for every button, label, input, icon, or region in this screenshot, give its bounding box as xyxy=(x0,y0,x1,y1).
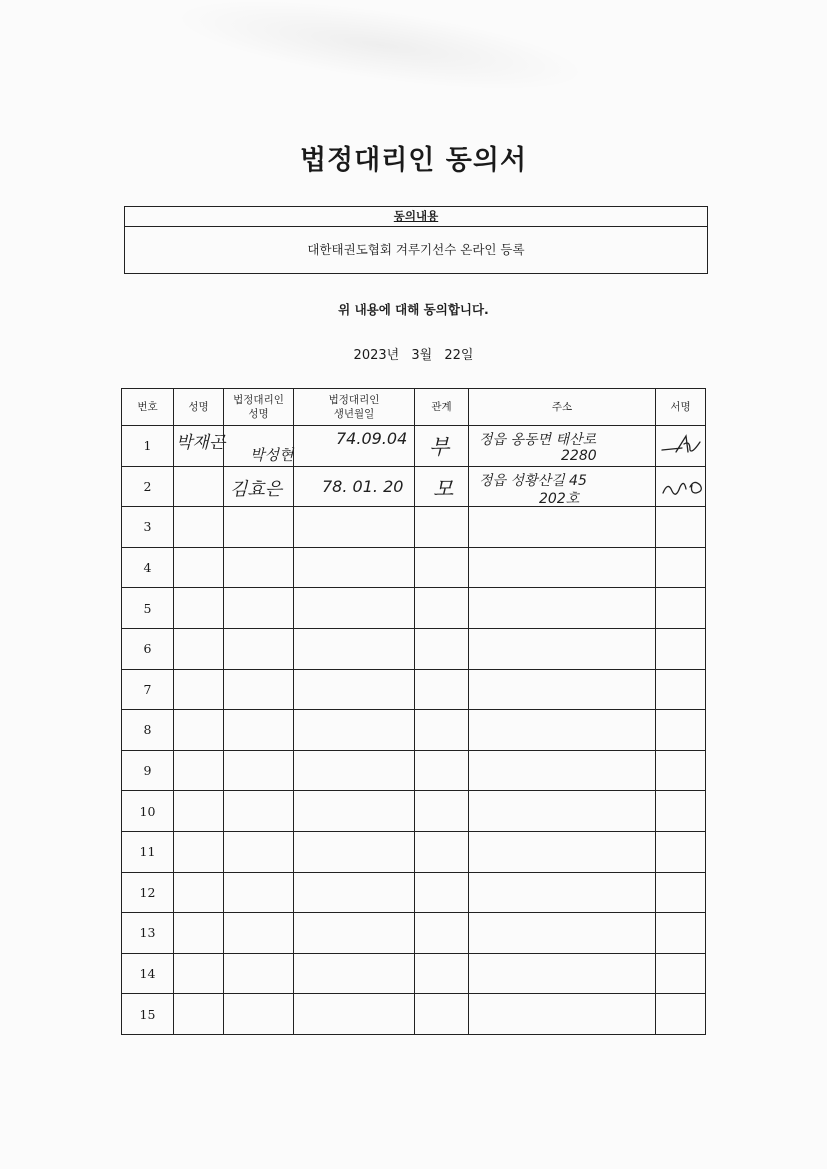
date-day: 22일 xyxy=(444,348,474,363)
cell-name xyxy=(174,426,224,467)
cell-signature xyxy=(656,466,706,507)
cell-signature xyxy=(656,953,706,994)
table-row xyxy=(122,913,706,954)
header-relation: 관계 xyxy=(415,389,469,426)
row-number: 11 xyxy=(122,831,174,872)
cell-address xyxy=(469,466,656,507)
header-guardian-birth-line1: 법정대리인 xyxy=(328,394,380,406)
handwritten-birth: 78. 01. 20 xyxy=(322,476,404,496)
cell-guardian-name xyxy=(224,913,294,954)
table-row xyxy=(122,953,706,994)
row-number: 10 xyxy=(122,791,174,832)
cell-guardian-name xyxy=(224,669,294,710)
cell-relation xyxy=(415,588,469,629)
table-row xyxy=(122,669,706,710)
cell-signature xyxy=(656,507,706,548)
cell-signature xyxy=(656,628,706,669)
table-row xyxy=(122,750,706,791)
cell-name xyxy=(174,831,224,872)
scan-shadow xyxy=(167,0,593,109)
document-date xyxy=(0,344,827,363)
handwritten-name: 박재곤 xyxy=(176,433,226,453)
row-number: 3 xyxy=(122,507,174,548)
handwritten-guardian-name: 김효은 xyxy=(230,478,283,500)
cell-address xyxy=(469,913,656,954)
table-row xyxy=(122,872,706,913)
cell-name xyxy=(174,872,224,913)
cell-birth xyxy=(294,791,415,832)
row-number: 5 xyxy=(122,588,174,629)
cell-relation xyxy=(415,750,469,791)
consent-header xyxy=(125,207,707,227)
cell-guardian-name xyxy=(224,628,294,669)
cell-guardian-name xyxy=(224,953,294,994)
header-no: 번호 xyxy=(122,389,174,426)
table-row xyxy=(122,994,706,1035)
cell-relation xyxy=(415,994,469,1035)
cell-address xyxy=(469,547,656,588)
handwritten-address-line1: 정읍 옹동면 태산로 xyxy=(479,432,597,448)
header-guardian-birth xyxy=(294,389,415,426)
cell-birth xyxy=(294,831,415,872)
cell-name xyxy=(174,750,224,791)
row-number: 1 xyxy=(122,426,174,467)
table-row xyxy=(122,426,706,467)
header-address: 주소 xyxy=(469,389,656,426)
row-number: 13 xyxy=(122,913,174,954)
cell-guardian-name xyxy=(224,750,294,791)
cell-relation xyxy=(415,953,469,994)
signature-mark xyxy=(660,475,708,501)
document-title: 법정대리인 동의서 xyxy=(299,145,528,176)
table-row xyxy=(122,466,706,507)
cell-birth xyxy=(294,628,415,669)
signature-mark xyxy=(660,432,704,460)
row-number: 2 xyxy=(122,466,174,507)
cell-name xyxy=(174,791,224,832)
row-number: 9 xyxy=(122,750,174,791)
cell-name xyxy=(174,669,224,710)
cell-signature xyxy=(656,872,706,913)
cell-birth xyxy=(294,466,415,507)
cell-relation xyxy=(415,507,469,548)
cell-relation xyxy=(415,872,469,913)
header-guardian-name-line2: 성명 xyxy=(248,408,269,420)
cell-guardian-name xyxy=(224,872,294,913)
cell-guardian-name xyxy=(224,831,294,872)
cell-guardian-name xyxy=(224,710,294,751)
cell-guardian-name xyxy=(224,426,294,467)
header-guardian-birth-line2: 생년월일 xyxy=(333,408,375,420)
cell-address xyxy=(469,872,656,913)
cell-signature xyxy=(656,913,706,954)
cell-birth xyxy=(294,953,415,994)
cell-guardian-name xyxy=(224,547,294,588)
cell-birth xyxy=(294,507,415,548)
cell-signature xyxy=(656,426,706,467)
cell-name xyxy=(174,628,224,669)
consent-box xyxy=(124,206,708,274)
cell-birth xyxy=(294,588,415,629)
cell-relation xyxy=(415,628,469,669)
cell-name xyxy=(174,547,224,588)
table-row xyxy=(122,547,706,588)
cell-name xyxy=(174,994,224,1035)
row-number: 8 xyxy=(122,710,174,751)
cell-guardian-name xyxy=(224,507,294,548)
header-name: 성명 xyxy=(174,389,224,426)
cell-guardian-name xyxy=(224,588,294,629)
handwritten-address-line2: 2280 xyxy=(561,448,597,464)
cell-address xyxy=(469,588,656,629)
table-row xyxy=(122,710,706,751)
cell-signature xyxy=(656,791,706,832)
cell-birth xyxy=(294,994,415,1035)
cell-relation xyxy=(415,466,469,507)
date-year: 2023년 xyxy=(353,348,400,363)
cell-name xyxy=(174,466,224,507)
cell-relation xyxy=(415,669,469,710)
cell-relation xyxy=(415,426,469,467)
cell-address xyxy=(469,710,656,751)
cell-birth xyxy=(294,547,415,588)
cell-name xyxy=(174,710,224,751)
handwritten-birth: 74.09.04 xyxy=(336,429,408,448)
cell-name xyxy=(174,953,224,994)
cell-signature xyxy=(656,750,706,791)
handwritten-address-line1: 정읍 성황산길 45 xyxy=(479,472,587,489)
cell-guardian-name xyxy=(224,791,294,832)
cell-birth xyxy=(294,669,415,710)
handwritten-address-line2: 202호 xyxy=(539,490,580,507)
row-number: 15 xyxy=(122,994,174,1035)
table-row xyxy=(122,507,706,548)
cell-address xyxy=(469,507,656,548)
row-number: 12 xyxy=(122,872,174,913)
cell-relation xyxy=(415,913,469,954)
cell-relation xyxy=(415,791,469,832)
row-number: 6 xyxy=(122,628,174,669)
table-row xyxy=(122,791,706,832)
cell-birth xyxy=(294,750,415,791)
consent-header-label: 동의내용 xyxy=(393,209,439,223)
cell-birth xyxy=(294,913,415,954)
cell-signature xyxy=(656,588,706,629)
cell-birth xyxy=(294,872,415,913)
row-number: 14 xyxy=(122,953,174,994)
handwritten-relation: 모 xyxy=(433,476,454,501)
table-header-row xyxy=(122,389,706,426)
cell-signature xyxy=(656,710,706,751)
cell-address xyxy=(469,831,656,872)
cell-address xyxy=(469,426,656,467)
cell-name xyxy=(174,913,224,954)
row-number: 7 xyxy=(122,669,174,710)
table-row xyxy=(122,588,706,629)
roster-table xyxy=(121,388,706,1035)
cell-address xyxy=(469,750,656,791)
agree-statement: 위 내용에 대해 동의합니다. xyxy=(338,302,489,317)
cell-relation xyxy=(415,710,469,751)
consent-body: 대한태권도협회 겨루기선수 온라인 등록 xyxy=(307,242,525,257)
cell-address xyxy=(469,791,656,832)
cell-birth xyxy=(294,426,415,467)
cell-signature xyxy=(656,547,706,588)
header-signature: 서명 xyxy=(656,389,706,426)
header-guardian-name xyxy=(224,389,294,426)
row-number: 4 xyxy=(122,547,174,588)
cell-signature xyxy=(656,994,706,1035)
cell-address xyxy=(469,628,656,669)
cell-birth xyxy=(294,710,415,751)
cell-relation xyxy=(415,831,469,872)
cell-name xyxy=(174,588,224,629)
cell-address xyxy=(469,669,656,710)
cell-guardian-name xyxy=(224,994,294,1035)
cell-relation xyxy=(415,547,469,588)
handwritten-relation: 부 xyxy=(429,435,450,459)
cell-name xyxy=(174,507,224,548)
table-row xyxy=(122,628,706,669)
date-month: 3월 xyxy=(411,348,433,363)
cell-address xyxy=(469,994,656,1035)
header-guardian-name-line1: 법정대리인 xyxy=(233,394,284,406)
handwritten-guardian-name: 박성현 xyxy=(250,446,294,464)
cell-signature xyxy=(656,831,706,872)
cell-signature xyxy=(656,669,706,710)
table-row xyxy=(122,831,706,872)
cell-guardian-name xyxy=(224,466,294,507)
cell-address xyxy=(469,953,656,994)
